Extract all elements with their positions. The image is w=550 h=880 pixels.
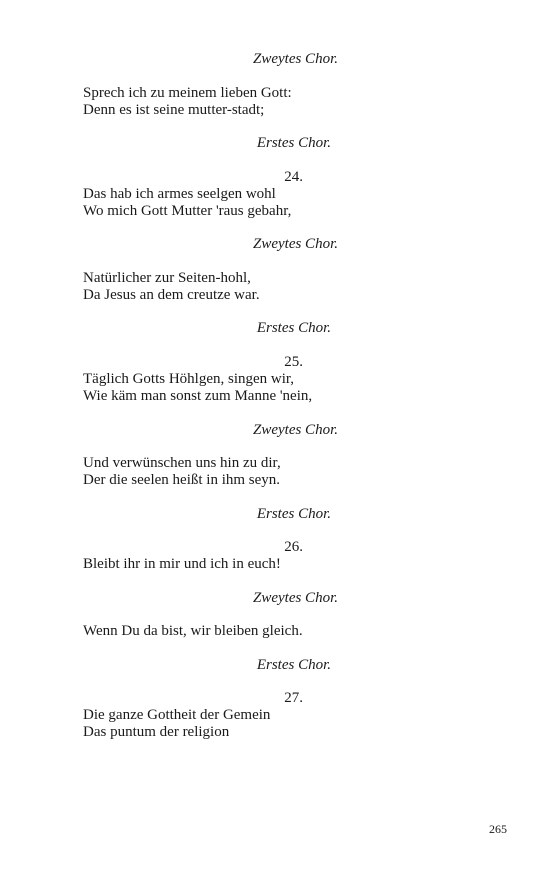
page-number: 265 bbox=[489, 822, 507, 836]
verse-number: 26. bbox=[284, 539, 303, 555]
choir-heading-first: Erstes Chor. bbox=[256, 506, 331, 522]
choir-heading-second: Zweytes Chor. bbox=[252, 422, 338, 438]
verse-line: Der die seelen heißt in ihm seyn. bbox=[83, 472, 281, 488]
choir-heading-first: Erstes Chor. bbox=[256, 320, 331, 336]
verse-line: Sprech ich zu meinem lieben Gott: bbox=[83, 85, 292, 101]
choir-heading-second: Zweytes Chor. bbox=[252, 51, 338, 67]
verse-line: Denn es ist seine mutter-stadt; bbox=[83, 102, 265, 118]
verse-number: 27. bbox=[284, 690, 303, 706]
verse-line: Natürlicher zur Seiten-hohl, bbox=[83, 270, 251, 286]
verse-line: Die ganze Gottheit der Gemein bbox=[83, 707, 271, 723]
verse-line: Wo mich Gott Mutter 'raus gebahr, bbox=[83, 203, 292, 219]
choir-heading-second: Zweytes Chor. bbox=[252, 236, 338, 252]
choir-heading-second: Zweytes Chor. bbox=[252, 590, 338, 606]
verse-number: 24. bbox=[284, 169, 303, 185]
choir-heading-first: Erstes Chor. bbox=[256, 657, 331, 673]
verse-line: Bleibt ihr in mir und ich in euch! bbox=[83, 556, 281, 572]
choir-heading-first: Erstes Chor. bbox=[256, 135, 331, 151]
verse-line: Und verwünschen uns hin zu dir, bbox=[83, 455, 281, 471]
verse-line: Das hab ich armes seelgen wohl bbox=[83, 186, 276, 202]
verse-line: Wie käm man sonst zum Manne 'nein, bbox=[83, 388, 313, 404]
verse-number: 25. bbox=[284, 354, 303, 370]
verse-line: Wenn Du da bist, wir bleiben gleich. bbox=[83, 623, 303, 639]
verse-line: Das puntum der religion bbox=[83, 724, 230, 740]
verse-line: Da Jesus an dem creutze war. bbox=[83, 287, 260, 303]
verse-line: Täglich Gotts Höhlgen, singen wir, bbox=[83, 371, 295, 387]
